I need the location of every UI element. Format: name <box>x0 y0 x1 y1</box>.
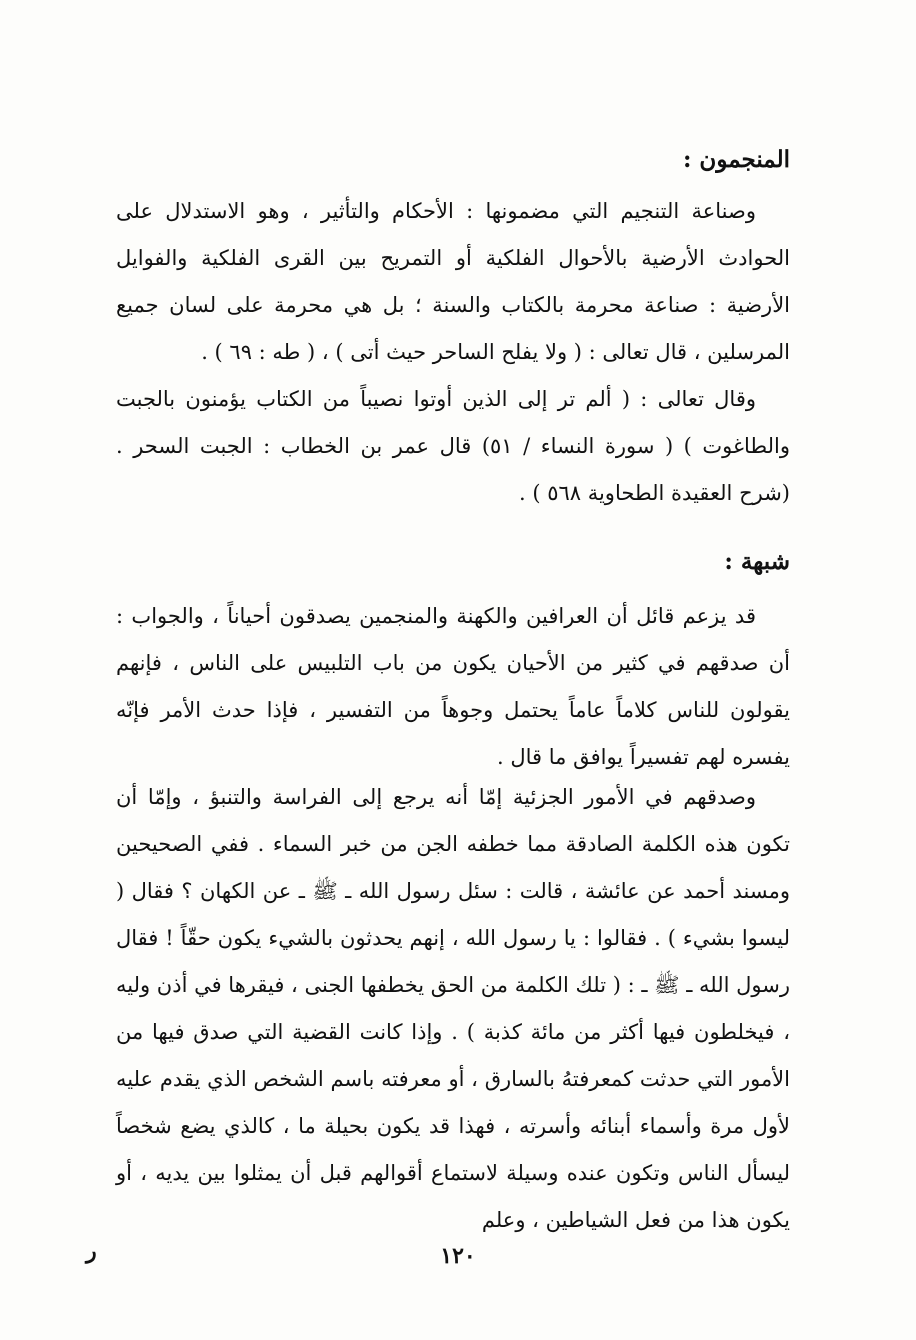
paragraph-text: وصناعة التنجيم التي مضمونها : الأحكام والتأثير ، وهو الاستدلال على الحوادث الأرضية بالأحوال الفلكية أو التمريح بين القرى الفلكية والفوايل الأرضية : صناعة محرمة بالكتاب والسنة ؛ بل هي محرمة على لسان جميع المرسلين ، قال تعالى : ( ولا يفلح الساحر حيث أتى ) ، ( طه : ٦٩ ) . <box>116 199 790 364</box>
paragraph-answer <box>116 774 790 1244</box>
paragraph-quran-quote <box>116 376 790 517</box>
paragraph-objection <box>116 593 790 781</box>
paragraph-text: وصدقهم في الأمور الجزئية إمّا أنه يرجع إلى الفراسة والتنبؤ ، وإمّا أن تكون هذه الكلمة الصادقة مما خطفه الجن من خبر السماء . ففي الصحيحين ومسند أحمد عن عائشة ، قالت : سئل رسول الله ـ ﷺ ـ عن الكهان ؟ فقال ( ليسوا بشيء ) . فقالوا : يا رسول الله ، إنهم يحدثون بالشيء يكون حقّاً ! فقال رسول الله ـ ﷺ ـ : ( تلك الكلمة من الحق يخطفها الجنى ، فيقرها في أذن وليه ، فيخلطون فيها أكثر من مائة كذبة ) . وإذا كانت القضية التي صدق فيها من الأمور التي حدثت كمعرفتهُ بالسارق ، أو معرفته باسم الشخص الذي يقدم عليه لأول مرة وأسماء أبنائه وأسرته ، فهذا قد يكون بحيلة ما ، كالذي يضع شخصاً ليسأل الناس وتكون عنده وسيلة لاستماع أقوالهم قبل أن يمثلوا بين يديه ، أو يكون هذا من فعل الشياطين ، وعلم <box>116 785 790 1232</box>
section-heading-astrologers: المنجمون : <box>682 146 790 173</box>
section-heading-objection: شبهة : <box>724 548 790 575</box>
page-number: ١٢٠ <box>440 1243 476 1269</box>
paragraph-text: قد يزعم قائل أن العرافين والكهنة والمنجمين يصدقون أحياناً ، والجواب : أن صدقهم في كثير من الأحيان يكون من باب التلبيس على الناس ، فإنهم يقولون للناس كلاماً عاماً يحتمل وجوهاً من التفسير ، فإذا حدث الأمر فإنّه يفسره لهم تفسيراً يوافق ما قال . <box>116 604 790 769</box>
paragraph-text: وقال تعالى : ( ألم تر إلى الذين أوتوا نصيباً من الكتاب يؤمنون بالجبت والطاغوت ) ( سورة النساء / ٥١) قال عمر بن الخطاب : الجبت السحر . (شرح العقيدة الطحاوية ٥٦٨ ) . <box>116 387 791 505</box>
paragraph-astrology-definition <box>116 188 790 376</box>
signature-mark: ر <box>86 1238 97 1264</box>
